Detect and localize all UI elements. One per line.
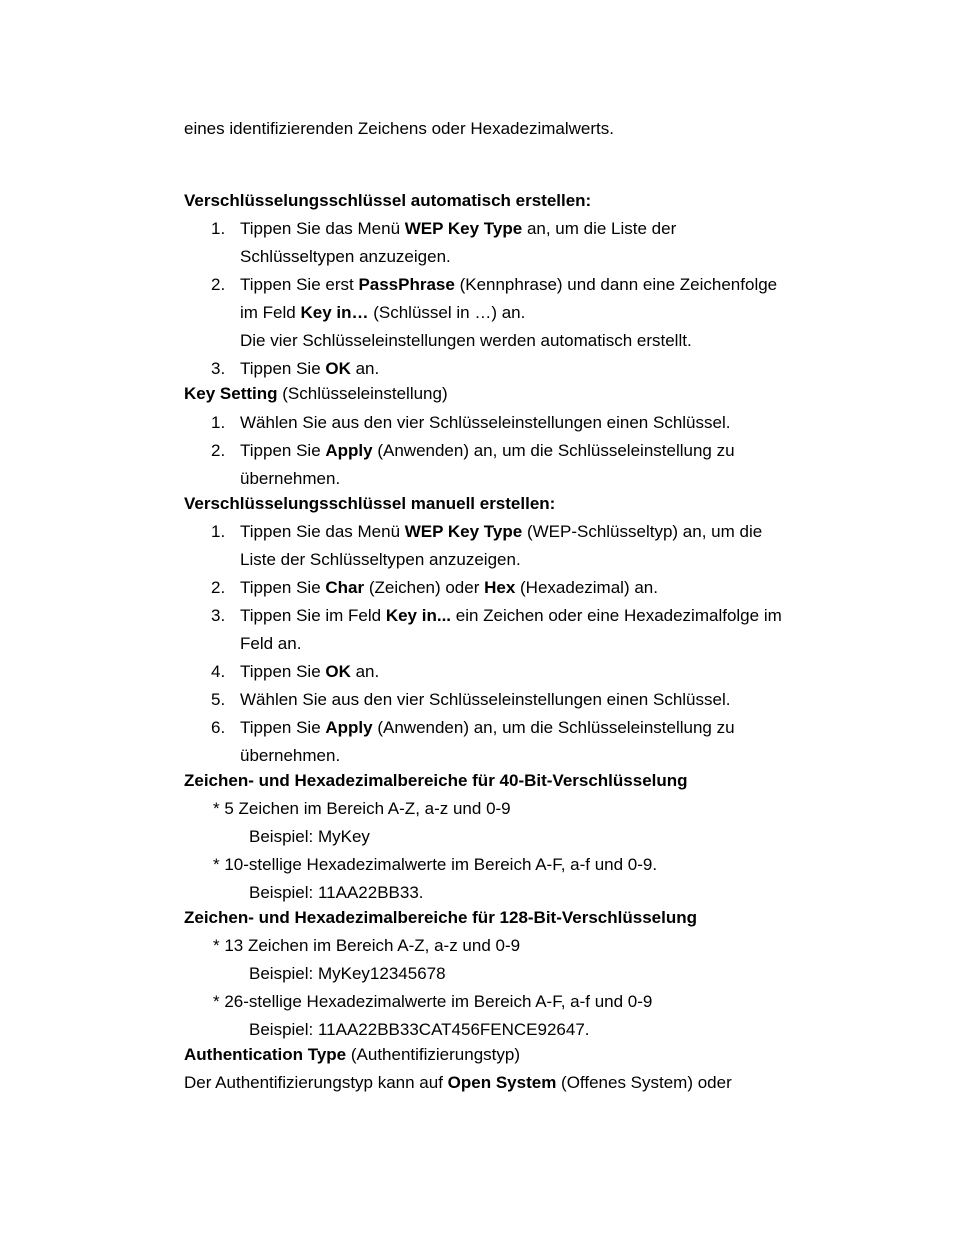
step-number: 3. xyxy=(211,359,226,378)
step-number: 5. xyxy=(211,690,226,709)
manual-step-1: Tippen Sie das Menü WEP Key Type (WEP-Schlüsseltyp) an, um die xyxy=(240,522,763,541)
manual-step-5: Wählen Sie aus den vier Schlüsseleinstellungen einen Schlüssel. xyxy=(240,690,731,709)
range-40-heading: Zeichen- und Hexadezimalbereiche für 40-Bit-Verschlüsselung xyxy=(184,771,688,790)
intro-text: eines identifizierenden Zeichens oder Hexadezimalwerts. xyxy=(184,119,614,138)
step-number: 1. xyxy=(211,413,226,432)
manual-step-2: Tippen Sie Char (Zeichen) oder Hex (Hexadezimal) an. xyxy=(240,578,658,597)
manual-step-1-cont: Liste der Schlüsseltypen anzuzeigen. xyxy=(240,550,521,569)
auth-heading: Authentication Type (Authentifizierungstyp) xyxy=(184,1045,521,1064)
auto-heading: Verschlüsselungsschlüssel automatisch erstellen: xyxy=(184,191,592,210)
auto-step-1-cont: Schlüsseltypen anzuzeigen. xyxy=(240,247,451,266)
range-40-item-2: * 10-stellige Hexadezimalwerte im Bereich A-F, a-f und 0-9. xyxy=(213,855,658,874)
manual-heading: Verschlüsselungsschlüssel manuell erstellen: xyxy=(184,494,556,513)
manual-step-6: Tippen Sie Apply (Anwenden) an, um die Schlüsseleinstellung zu xyxy=(240,718,735,737)
keyset-step-2: Tippen Sie Apply (Anwenden) an, um die Schlüsseleinstellung zu xyxy=(240,441,735,460)
step-number: 3. xyxy=(211,606,226,625)
keyset-step-2-cont: übernehmen. xyxy=(240,469,341,488)
range-128-item-1: * 13 Zeichen im Bereich A-Z, a-z und 0-9 xyxy=(213,936,521,955)
step-number: 2. xyxy=(211,441,226,460)
step-number: 2. xyxy=(211,275,226,294)
range-128-heading: Zeichen- und Hexadezimalbereiche für 128-Bit-Verschlüsselung xyxy=(184,908,697,927)
range-40-item-1: * 5 Zeichen im Bereich A-Z, a-z und 0-9 xyxy=(213,799,511,818)
auto-step-3: Tippen Sie OK an. xyxy=(240,359,380,378)
step-number: 2. xyxy=(211,578,226,597)
step-number: 1. xyxy=(211,219,226,238)
key-setting-heading: Key Setting (Schlüsseleinstellung) xyxy=(184,384,448,403)
step-number: 6. xyxy=(211,718,226,737)
step-number: 1. xyxy=(211,522,226,541)
range-128-example-2: Beispiel: 11AA22BB33CAT456FENCE92647. xyxy=(249,1020,590,1039)
auto-step-1: Tippen Sie das Menü WEP Key Type an, um die Liste der xyxy=(240,219,677,238)
auto-step-2-note: Die vier Schlüsseleinstellungen werden automatisch erstellt. xyxy=(240,331,692,350)
manual-step-3-cont: Feld an. xyxy=(240,634,302,653)
manual-step-3: Tippen Sie im Feld Key in... ein Zeichen oder eine Hexadezimalfolge im xyxy=(240,606,782,625)
manual-step-6-cont: übernehmen. xyxy=(240,746,341,765)
auth-text: Der Authentifizierungstyp kann auf Open System (Offenes System) oder xyxy=(184,1073,732,1092)
auto-step-2-cont: im Feld Key in… (Schlüssel in …) an. xyxy=(240,303,526,322)
range-40-example-2: Beispiel: 11AA22BB33. xyxy=(249,883,424,902)
auto-step-2: Tippen Sie erst PassPhrase (Kennphrase) und dann eine Zeichenfolge xyxy=(240,275,778,294)
step-number: 4. xyxy=(211,662,226,681)
range-128-item-2: * 26-stellige Hexadezimalwerte im Bereich A-F, a-f und 0-9 xyxy=(213,992,653,1011)
manual-step-4: Tippen Sie OK an. xyxy=(240,662,380,681)
range-40-example-1: Beispiel: MyKey xyxy=(249,827,370,846)
keyset-step-1: Wählen Sie aus den vier Schlüsseleinstellungen einen Schlüssel. xyxy=(240,413,731,432)
range-128-example-1: Beispiel: MyKey12345678 xyxy=(249,964,446,983)
